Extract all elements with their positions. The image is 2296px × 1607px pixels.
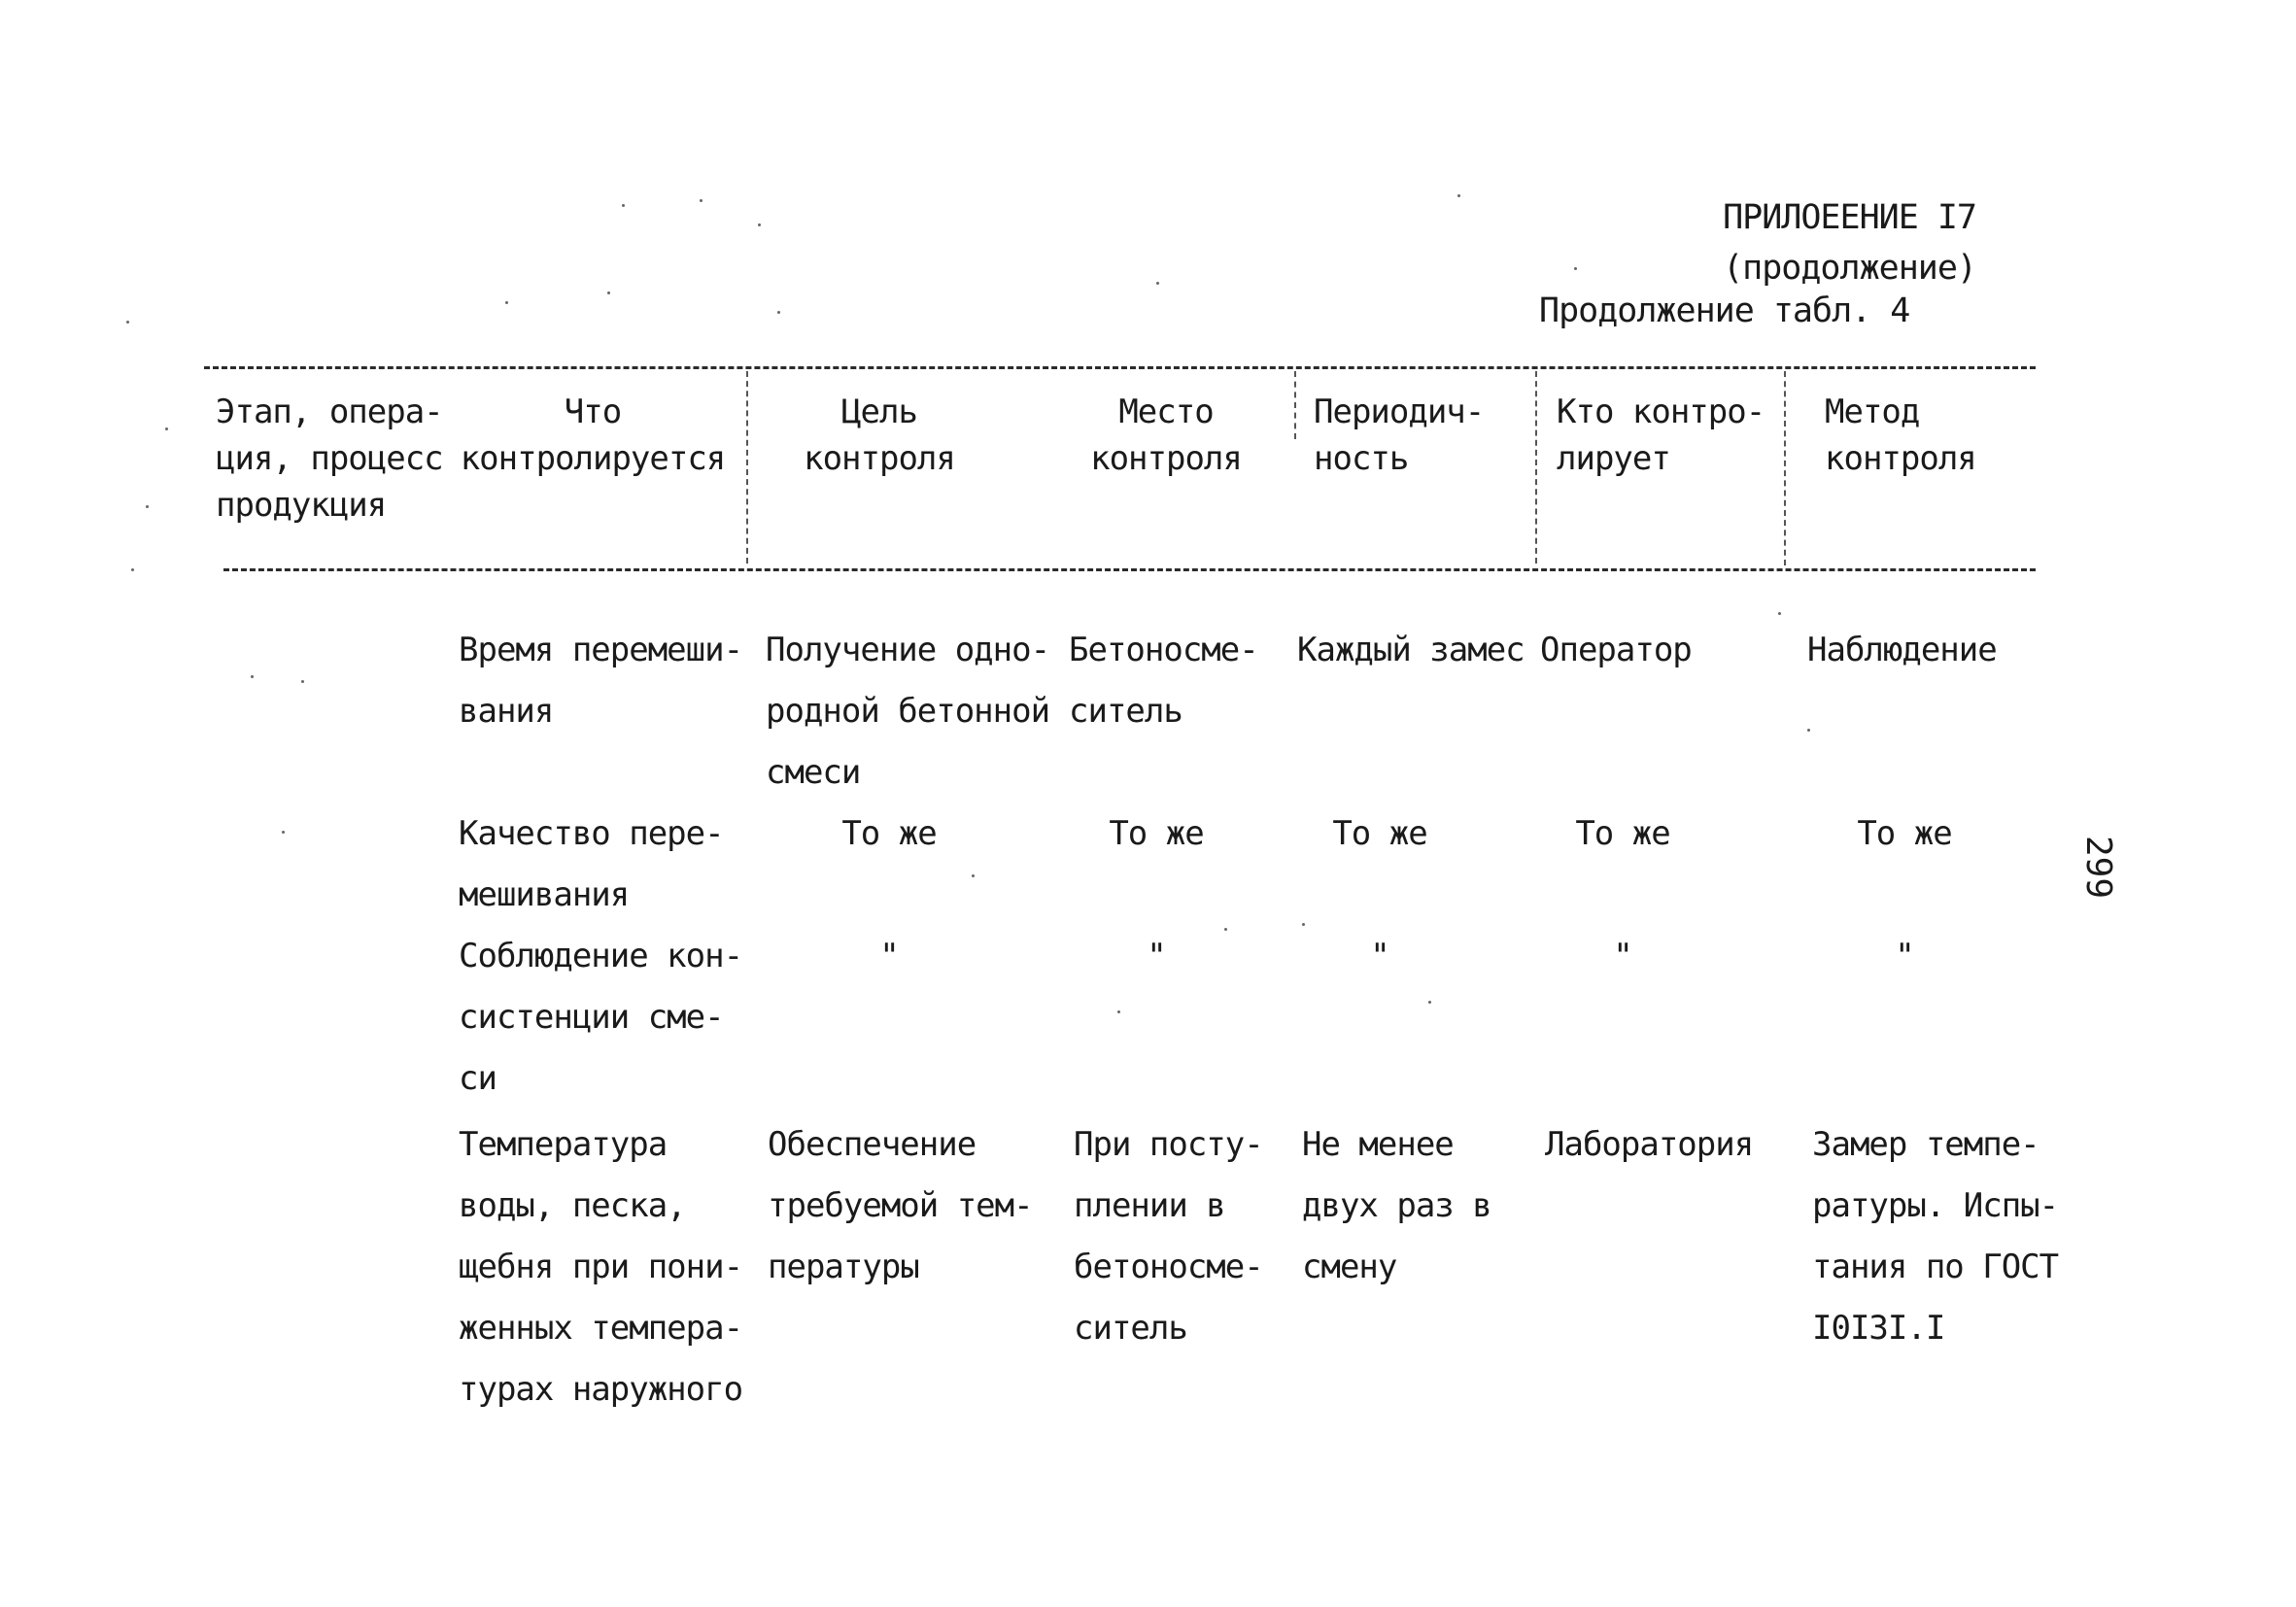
row-3-method: " [1895, 937, 1914, 975]
row-1-place: Бетоносме- ситель [1069, 631, 1258, 731]
header-place: Место контроля [1090, 393, 1242, 478]
row-2-what: Качество пере- мешивания [459, 814, 724, 914]
scan-speck [1117, 1010, 1120, 1013]
column-divider [746, 371, 748, 564]
scan-speck [165, 427, 168, 430]
row-2-goal: То же [841, 814, 937, 853]
scan-speck [1156, 282, 1159, 285]
header-goal: Цель контроля [804, 393, 955, 478]
scan-speck [972, 874, 975, 877]
column-divider [1294, 371, 1296, 439]
scan-speck [1224, 928, 1227, 931]
scan-speck [251, 675, 254, 678]
row-3-what: Соблюдение кон- систенции сме- си [459, 937, 743, 1098]
column-divider [1535, 371, 1537, 564]
header-method: Метод контроля [1825, 393, 1976, 478]
scan-speck [131, 568, 134, 571]
scan-speck [1428, 1001, 1431, 1004]
row-4-who: Лаборатория [1545, 1125, 1754, 1164]
scan-speck [301, 680, 304, 683]
scan-speck [607, 291, 610, 294]
row-4-method: Замер темпе- ратуры. Испы- тания по ГОСТ I0I3I.I [1812, 1125, 2059, 1348]
table-header-rule [223, 568, 2036, 571]
row-3-goal: " [879, 937, 899, 975]
row-4-place: При посту- плении в бетоносме- ситель [1074, 1125, 1263, 1348]
row-2-method: То же [1857, 814, 1952, 853]
row-3-who: " [1613, 937, 1632, 975]
header-stage: Этап, опера- ция, процесс продукция [216, 393, 443, 525]
row-1-method: Наблюдение [1807, 631, 1997, 669]
scan-speck [282, 831, 285, 834]
row-3-period: " [1370, 937, 1389, 975]
row-2-who: То же [1575, 814, 1670, 853]
row-4-period: Не менее двух раз в смену [1302, 1125, 1491, 1286]
scan-speck [126, 321, 129, 324]
scan-speck [1574, 267, 1577, 270]
column-divider [1784, 371, 1786, 565]
scan-speck [622, 204, 625, 207]
row-1-who: Оператор [1540, 631, 1692, 669]
row-2-period: То же [1332, 814, 1427, 853]
row-4-what: Температура воды, песка, щебня при пони- женных темпера- турах наружного [459, 1125, 743, 1409]
scan-speck [777, 311, 780, 314]
appendix-heading [1723, 192, 1976, 293]
scan-speck [1302, 923, 1305, 926]
table-top-rule [204, 366, 2036, 369]
scan-speck [146, 505, 149, 508]
scan-speck [505, 301, 508, 304]
scan-speck [1778, 612, 1781, 615]
row-1-goal: Получение одно- родной бетонной смеси [766, 631, 1050, 792]
row-1-what: Время перемеши- вания [459, 631, 743, 731]
row-1-period: Каждый замес [1297, 631, 1525, 669]
row-2-place: То же [1109, 814, 1204, 853]
row-3-place: " [1147, 937, 1166, 975]
header-who: Кто контро- лирует [1557, 393, 1765, 478]
row-4-goal: Обеспечение требуемой тем- пературы [768, 1125, 1033, 1286]
scan-speck [758, 223, 761, 226]
scan-speck [700, 199, 703, 202]
page-number: 299 [2078, 836, 2118, 900]
header-what: Что контролируется [460, 393, 726, 478]
header-period: Периодич- ность [1314, 393, 1485, 478]
appendix-title: ПРИЛОЕЕНИЕ I7 [1723, 198, 1976, 237]
scan-speck [1807, 729, 1810, 732]
table-continuation-label: Продолжение табл. 4 [1539, 291, 1910, 330]
scan-speck [1457, 194, 1460, 197]
appendix-subtitle: (продолжение) [1723, 249, 1976, 288]
